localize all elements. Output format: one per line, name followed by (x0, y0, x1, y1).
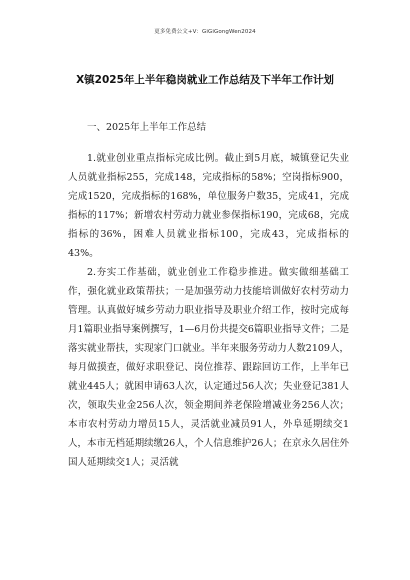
document-title: X镇2025年上半年稳岗就业工作总结及下半年工作计划 (76, 74, 334, 86)
header-note: 更多免费公文+V：GiGiGongWen2024 (154, 29, 256, 35)
paragraph-indicators: 1.就业创业重点指标完成比例。截止到5月底，城镇登记失业人员就业指标255，完成148，完成指标的58%；空岗指标900，完成1520，完成指标的168%，单位服务户数35，完成41，完成指标的117%；新增农村劳动力就业参保指标190，完成68，完成指标的36%，困难人员就业指标100，完成43，完成指标的43%。 (68, 153, 349, 259)
paragraph-foundation-work: 2.夯实工作基础，就业创业工作稳步推进。做实做细基础工作，强化就业政策帮扶；一是加强劳动力技能培训做好农村劳动力管理。认真做好城乡劳动力职业指导及职业介绍工作，按时完成每月1篇职业指导案例撰写，1—6月份共提交6篇职业指导文件；二是落实就业帮扶，实现家门口就业。半年来服务劳动力人数2109人，每月做摸查，做好求职登记、岗位推荐、跟踪回访工作，上半年已就业445人；就困申请63人次，认定通过56人次；失业登记381人次，领取失业金256人次，领金期间养老保险增减业务256人次；本市农村劳动力增员15人，灵活就业减员91人，外阜延期续交1人，本市无档延期续缴26人，个人信息维护26人；在京永久居住外国人延期续交1人；灵活就 (68, 267, 349, 468)
document-body (68, 118, 349, 472)
section-heading: 一、2025年上半年工作总结 (87, 122, 207, 133)
